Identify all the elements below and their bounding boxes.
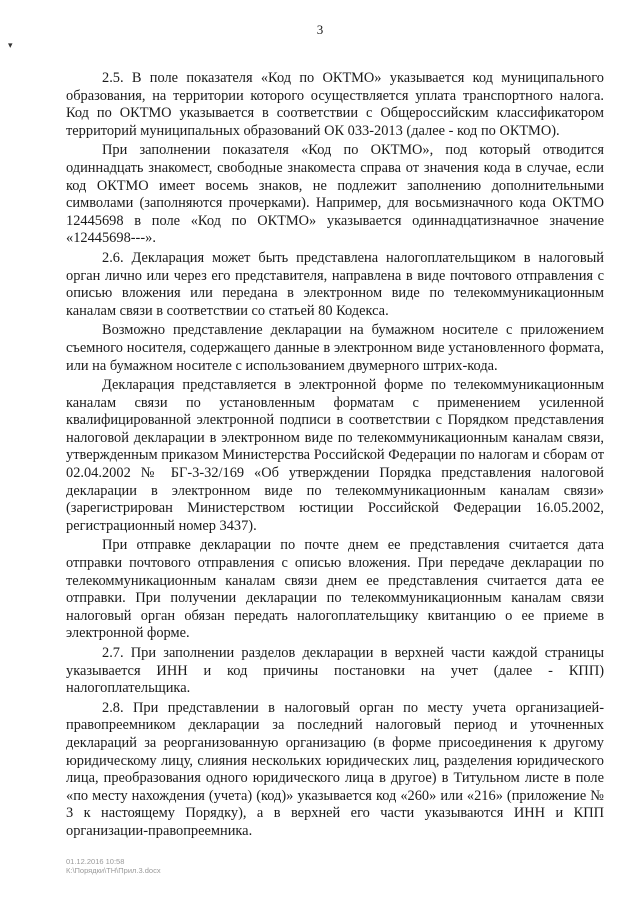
paragraph-2-7: 2.7. При заполнении разделов декларации в верхней части каждой страницы указывается ИНН и код причины постановки на учет (далее - КПП) налогоплательщика. — [66, 645, 604, 697]
page-number: 3 — [316, 22, 324, 37]
scan-mark-icon: ▾ — [8, 40, 13, 50]
paragraph-oktmo-fill: При заполнении показателя «Код по ОКТМО», под который отводится одиннадцать знакомест, свободные знакоместа справа от значения кода в случае, если код ОКТМО имеет восемь знаков, не подлежит заполнению дополнительными символами (заполняются прочерками). Например, для восьмизначного кода ОКТМО 12445698 в поле «Код по ОКТМО» указывается одиннадцатизначное значение «12445698---». — [66, 142, 604, 247]
footer-file-path: К:\Порядки\ТН\Прил.3.docx — [66, 866, 161, 875]
paragraph-paper-submission: Возможно представление декларации на бумажном носителе с приложением съемного носителя, содержащего данные в электронном виде установленного формата, или на бумажном носителе с использованием двумерного штрих-кода. — [66, 322, 604, 374]
document-body — [66, 70, 604, 843]
paragraph-2-5: 2.5. В поле показателя «Код по ОКТМО» указывается код муниципального образования, на территории которого осуществляется уплата транспортного налога. Код по ОКТМО указывается в соответствии с Общероссийским классификатором территорий муниципальных образований ОК 033-2013 (далее - код по ОКТМО). — [66, 70, 604, 139]
paragraph-2-6: 2.6. Декларация может быть представлена налогоплательщиком в налоговый орган лично или через его представителя, направлена в виде почтового отправления с описью вложения или передана в электронном виде по телекоммуникационным каналам связи в соответствии со статьей 80 Кодекса. — [66, 249, 604, 319]
paragraph-2-8: 2.8. При представлении в налоговый орган по месту учета организацией-правопреемником декларации за последний налоговый период и уточненных деклараций за реорганизованную организацию (в форме присоединения к другому юридическому лицу, слияния нескольких юридических лиц, разделения юридического лица, преобразования одного юридического лица в другое) в Титульном листе в поле «по месту нахождения (учета) (код)» указывается код «260» или «216» (приложение № 3 к настоящему Порядку), а в верхней его части указываются ИНН и КПП организации-правопреемника. — [66, 699, 604, 839]
paragraph-electronic-submission: Декларация представляется в электронной форме по телекоммуникационным каналам связи по установленным форматам с применением усиленной квалифицированной электронной подписи в соответствии с Порядком представления налоговой декларации в электронном виде по телекоммуникационным каналам связи, утвержденным приказом Министерства Российской Федерации по налогам и сборам от 02.04.2002 № БГ-3-32/169 «Об утверждении Порядка представления налоговой декларации в электронном виде по телекоммуникационным каналам связи» (зарегистрирован Министерством юстиции Российской Федерации 16.05.2002, регистрационный номер 3437). — [66, 377, 604, 534]
footer-timestamp: 01.12.2016 10:58 — [66, 857, 125, 866]
paragraph-submission-date: При отправке декларации по почте днем ее представления считается дата отправки почтового отправления с описью вложения. При передаче декларации по телекоммуникационным каналам связи днем ее представления считается дата ее отправки. При получении декларации по телекоммуникационным каналам связи налоговый орган обязан передать налогоплательщику квитанцию о ее приеме в электронной форме. — [66, 537, 604, 642]
footer — [66, 857, 161, 875]
